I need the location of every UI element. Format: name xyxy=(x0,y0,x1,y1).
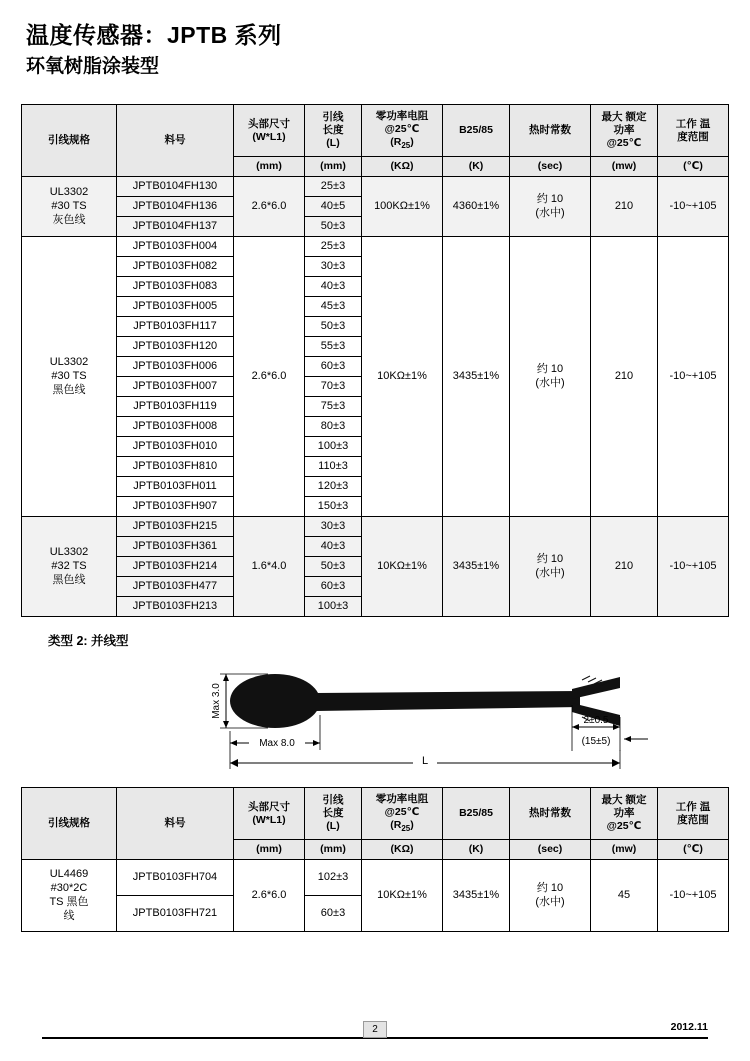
cell-lead-length: 110±3 xyxy=(305,457,362,477)
spec-table-1-wrapper xyxy=(20,104,730,617)
cell-temp-range: -10~+105 xyxy=(658,177,729,237)
cell-part-number: JPTB0103FH213 xyxy=(117,597,234,617)
cell-max-power: 210 xyxy=(591,177,658,237)
cell-lead-length: 45±3 xyxy=(305,297,362,317)
dim-head-label: Max 8.0 xyxy=(259,738,295,750)
spec-table-2 xyxy=(21,787,729,932)
cell-temp-range: -10~+105 xyxy=(658,237,729,517)
header-temp-range: 工作 温 度范围 xyxy=(658,788,729,840)
cell-part-number: JPTB0103FH119 xyxy=(117,397,234,417)
cell-head-size: 2.6*6.0 xyxy=(234,177,305,237)
cell-wire-spec: UL3302 #32 TS 黑色线 xyxy=(22,517,117,617)
dim-lead-gap-label: 2±0.5 xyxy=(583,715,609,727)
cell-resistance: 10KΩ±1% xyxy=(362,860,443,932)
cell-part-number: JPTB0103FH010 xyxy=(117,437,234,457)
header-resistance: 零功率电阻 @25℃ $(R_{25})$ xyxy=(362,105,443,157)
cell-max-power: 210 xyxy=(591,517,658,617)
unit-b-value: (K) xyxy=(443,840,510,860)
header-max-power: 最大 额定 功率 @25℃ xyxy=(591,788,658,840)
cell-lead-length: 150±3 xyxy=(305,497,362,517)
header-max-power: 最大 额定 功率 @25℃ xyxy=(591,105,658,157)
cell-b-value: 3435±1% xyxy=(443,517,510,617)
header-wire-spec: 引线规格 xyxy=(22,105,117,177)
cell-wire-spec: UL3302 #30 TS 灰色线 xyxy=(22,177,117,237)
dim-length-label: L xyxy=(421,755,429,768)
table-header-row xyxy=(22,788,729,840)
cell-part-number: JPTB0103FH361 xyxy=(117,537,234,557)
cell-lead-length: 50±3 xyxy=(305,317,362,337)
footer-date: 2012.11 xyxy=(670,1021,708,1033)
cell-lead-length: 102±3 xyxy=(305,860,362,896)
sensor-dimension-drawing xyxy=(20,655,730,775)
header-lead-length: 引线 长度 (L) xyxy=(305,105,362,157)
header-b-value: B25/85 xyxy=(443,788,510,840)
unit-resistance: (KΩ) xyxy=(362,157,443,177)
cell-part-number: JPTB0103FH120 xyxy=(117,337,234,357)
header-time-constant: 热时常数 xyxy=(510,788,591,840)
unit-max-power: (mw) xyxy=(591,157,658,177)
header-wire-spec: 引线规格 xyxy=(22,788,117,860)
page-footer xyxy=(20,1021,730,1043)
header-time-constant: 热时常数 xyxy=(510,105,591,157)
cell-time-constant: 约 10 (水中) xyxy=(510,177,591,237)
header-resistance: 零功率电阻 @25℃ $(R_{25})$ xyxy=(362,788,443,840)
cell-lead-length: 120±3 xyxy=(305,477,362,497)
cell-lead-length: 25±3 xyxy=(305,237,362,257)
spec-table-2-wrapper xyxy=(20,787,730,932)
cell-part-number: JPTB0103FH215 xyxy=(117,517,234,537)
cell-lead-length: 60±3 xyxy=(305,357,362,377)
cell-lead-length: 40±3 xyxy=(305,537,362,557)
cell-part-number: JPTB0103FH007 xyxy=(117,377,234,397)
cell-lead-length: 60±3 xyxy=(305,896,362,932)
header-b-value: B25/85 xyxy=(443,105,510,157)
cell-max-power: 45 xyxy=(591,860,658,932)
cell-part-number: JPTB0103FH117 xyxy=(117,317,234,337)
unit-temp-range: (℃) xyxy=(658,840,729,860)
cell-max-power: 210 xyxy=(591,237,658,517)
cell-temp-range: -10~+105 xyxy=(658,860,729,932)
dim-lead-strip-label: (15±5) xyxy=(581,736,611,748)
unit-lead-length: (mm) xyxy=(305,840,362,860)
page-title: 温度传感器：JPTB 系列 xyxy=(26,22,282,48)
cell-resistance: 10KΩ±1% xyxy=(362,237,443,517)
cell-time-constant: 约 10 (水中) xyxy=(510,860,591,932)
table-row xyxy=(22,860,729,896)
page-number: 2 xyxy=(363,1021,387,1038)
unit-b-value: (K) xyxy=(443,157,510,177)
cell-lead-length: 55±3 xyxy=(305,337,362,357)
cell-temp-range: -10~+105 xyxy=(658,517,729,617)
dim-height-label: Max 3.0 xyxy=(211,683,222,720)
page-subtitle: 环氧树脂涂装型 xyxy=(26,55,160,77)
cell-lead-length: 100±3 xyxy=(305,437,362,457)
header-temp-range: 工作 温 度范围 xyxy=(658,105,729,157)
table-header-row xyxy=(22,105,729,157)
cell-lead-length: 60±3 xyxy=(305,577,362,597)
cell-lead-length: 80±3 xyxy=(305,417,362,437)
cell-part-number: JPTB0103FH477 xyxy=(117,577,234,597)
unit-head-size: (mm) xyxy=(234,157,305,177)
header-part-number: 料号 xyxy=(117,105,234,177)
cell-time-constant: 约 10 (水中) xyxy=(510,237,591,517)
spec-table-1 xyxy=(21,104,729,617)
header-head-size: 头部尺寸 (W*L1) xyxy=(234,105,305,157)
cell-lead-length: 50±3 xyxy=(305,217,362,237)
cell-part-number: JPTB0103FH721 xyxy=(117,896,234,932)
cell-part-number: JPTB0104FH137 xyxy=(117,217,234,237)
cell-part-number: JPTB0104FH130 xyxy=(117,177,234,197)
cell-resistance: 10KΩ±1% xyxy=(362,517,443,617)
cell-part-number: JPTB0103FH083 xyxy=(117,277,234,297)
cell-part-number: JPTB0103FH082 xyxy=(117,257,234,277)
header-head-size: 头部尺寸 (W*L1) xyxy=(234,788,305,840)
table-row xyxy=(22,177,729,197)
unit-max-power: (mw) xyxy=(591,840,658,860)
cell-lead-length: 70±3 xyxy=(305,377,362,397)
cell-head-size: 1.6*4.0 xyxy=(234,517,305,617)
type2-label: 类型 2: 并线型 xyxy=(48,634,129,649)
cell-part-number: JPTB0103FH704 xyxy=(117,860,234,896)
cell-resistance: 100KΩ±1% xyxy=(362,177,443,237)
header-part-number: 料号 xyxy=(117,788,234,860)
unit-head-size: (mm) xyxy=(234,840,305,860)
cell-b-value: 3435±1% xyxy=(443,860,510,932)
cell-wire-spec: UL3302 #30 TS 黑色线 xyxy=(22,237,117,517)
cell-lead-length: 30±3 xyxy=(305,517,362,537)
cell-part-number: JPTB0103FH214 xyxy=(117,557,234,577)
cell-lead-length: 75±3 xyxy=(305,397,362,417)
unit-temp-range: (℃) xyxy=(658,157,729,177)
cell-lead-length: 40±5 xyxy=(305,197,362,217)
unit-time-constant: (sec) xyxy=(510,157,591,177)
unit-resistance: (KΩ) xyxy=(362,840,443,860)
cell-part-number: JPTB0103FH004 xyxy=(117,237,234,257)
cell-lead-length: 30±3 xyxy=(305,257,362,277)
cell-part-number: JPTB0103FH005 xyxy=(117,297,234,317)
cell-head-size: 2.6*6.0 xyxy=(234,237,305,517)
cell-wire-spec: UL4469 #30*2C TS 黑色 线 xyxy=(22,860,117,932)
header-lead-length: 引线 长度 (L) xyxy=(305,788,362,840)
cell-lead-length: 40±3 xyxy=(305,277,362,297)
cell-part-number: JPTB0103FH810 xyxy=(117,457,234,477)
unit-time-constant: (sec) xyxy=(510,840,591,860)
cell-part-number: JPTB0103FH008 xyxy=(117,417,234,437)
cell-b-value: 3435±1% xyxy=(443,237,510,517)
cell-part-number: JPTB0103FH006 xyxy=(117,357,234,377)
title-block xyxy=(20,0,730,78)
table-row xyxy=(22,517,729,537)
cell-part-number: JPTB0103FH907 xyxy=(117,497,234,517)
cell-part-number: JPTB0103FH011 xyxy=(117,477,234,497)
cell-lead-length: 25±3 xyxy=(305,177,362,197)
cell-lead-length: 100±3 xyxy=(305,597,362,617)
cell-time-constant: 约 10 (水中) xyxy=(510,517,591,617)
cell-b-value: 4360±1% xyxy=(443,177,510,237)
unit-lead-length: (mm) xyxy=(305,157,362,177)
cell-part-number: JPTB0104FH136 xyxy=(117,197,234,217)
cell-head-size: 2.6*6.0 xyxy=(234,860,305,932)
table-row xyxy=(22,237,729,257)
cell-lead-length: 50±3 xyxy=(305,557,362,577)
